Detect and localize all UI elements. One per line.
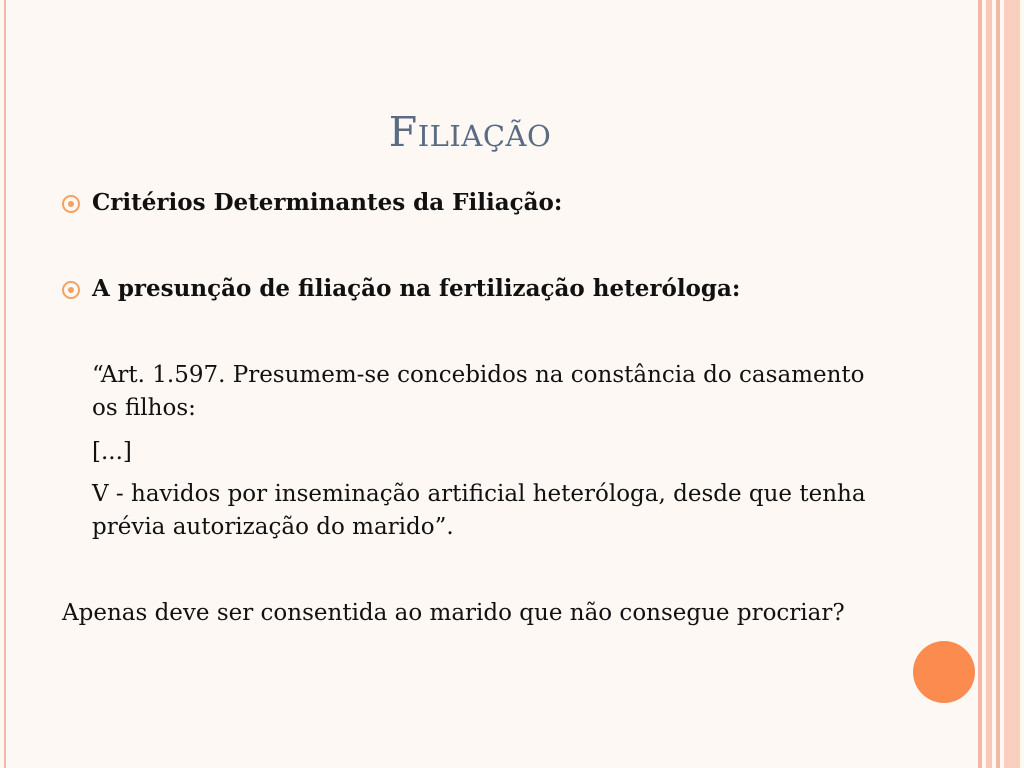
decorative-circle: [913, 641, 975, 703]
quote-line-3: V - havidos por inseminação artificial heteróloga, desde que tenha prévia autorização do marido”.: [92, 481, 866, 540]
closing-question: Apenas deve ser consentida ao marido que não consegue procriar?: [62, 600, 845, 626]
right-stripe-2: [986, 0, 992, 768]
slide-title: Filiação: [388, 108, 552, 156]
bullet-icon: [62, 195, 80, 213]
right-stripe-1: [978, 0, 982, 768]
right-stripe-4: [1004, 0, 1020, 768]
right-stripe-3: [996, 0, 1000, 768]
bullet-text-1: Critérios Determinantes da Filiação:: [92, 189, 563, 216]
bullet-icon: [62, 281, 80, 299]
quote-line-2: [...]: [92, 439, 132, 465]
quote-line-1: “Art. 1.597. Presumem-se concebidos na constância do casamento os filhos:: [92, 362, 865, 421]
bullet-text-2: A presunção de filiação na fertilização heteróloga:: [92, 275, 741, 302]
